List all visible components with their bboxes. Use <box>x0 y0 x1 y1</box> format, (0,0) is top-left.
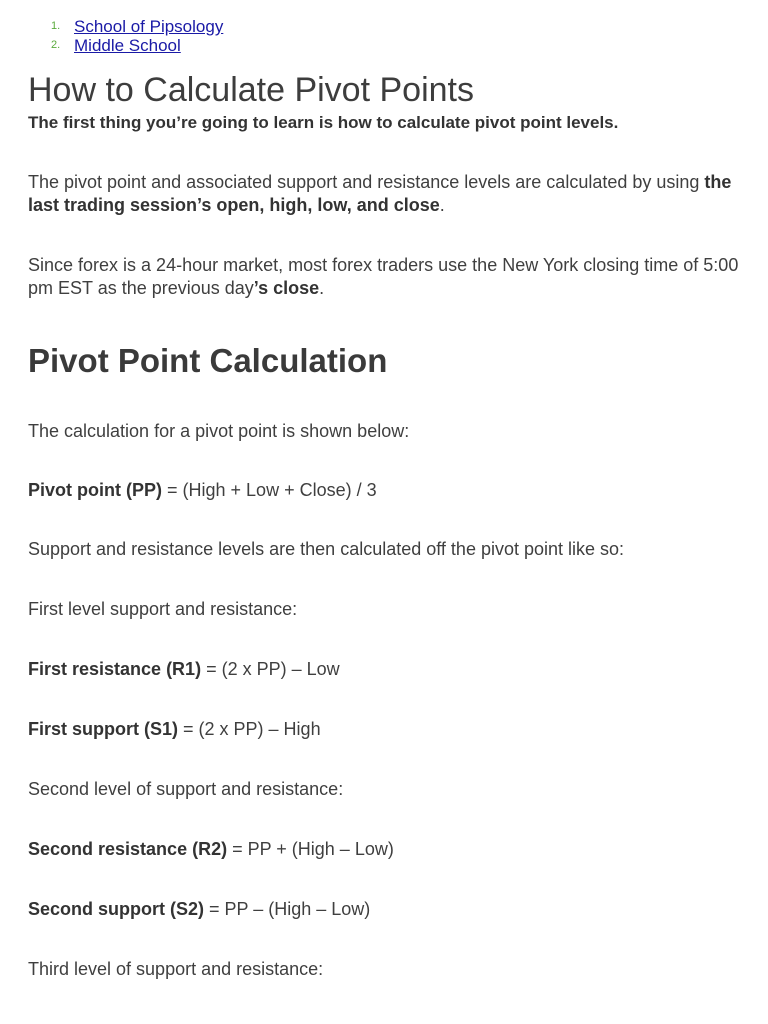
list-number: 2. <box>51 39 61 51</box>
formula-label: First resistance (R1) <box>28 659 202 679</box>
paragraph-text: Since forex is a 24-hour market, most forex traders use the New York closing time of 5:00 pm EST as the previous day <box>28 255 739 298</box>
formula-label: Second support (S2) <box>28 899 205 919</box>
page-title: How to Calculate Pivot Points <box>28 71 474 109</box>
formula-expression: = (High + Low + Close) / 3 <box>162 480 377 500</box>
level3-intro: Third level of support and resistance: <box>28 959 324 979</box>
breadcrumb-link-middle-school[interactable]: Middle School <box>74 36 181 55</box>
breadcrumb-item <box>28 17 223 36</box>
support-intro: Support and resistance levels are then calculated off the pivot point like so: <box>28 539 625 559</box>
formula-label: Second resistance (R2) <box>28 839 228 859</box>
formula-r2 <box>28 837 394 861</box>
paragraph-bold: the last trading session’s open, high, low, and close <box>28 172 732 215</box>
formula-label: Pivot point (PP) <box>28 480 162 500</box>
breadcrumb <box>28 17 223 55</box>
calc-intro: The calculation for a pivot point is shown below: <box>28 421 410 441</box>
level2-intro: Second level of support and resistance: <box>28 779 344 799</box>
paragraph-end: . <box>319 278 325 298</box>
list-number: 1. <box>51 20 61 32</box>
formula-pivot-point <box>28 478 377 502</box>
section-title: Pivot Point Calculation <box>28 342 388 379</box>
lead-text: The first thing you’re going to learn is how to calculate pivot point levels. <box>28 113 619 132</box>
paragraph-pivot-intro <box>28 171 758 217</box>
formula-expression: = PP – (High – Low) <box>204 899 371 919</box>
formula-r1 <box>28 657 340 681</box>
paragraph-bold: ’s close <box>253 278 320 298</box>
formula-s1 <box>28 717 321 741</box>
formula-s2 <box>28 897 370 921</box>
breadcrumb-link-school-of-pipsology[interactable]: School of Pipsology <box>74 17 224 36</box>
formula-expression: = PP + (High – Low) <box>227 839 394 859</box>
paragraph-end: . <box>439 195 445 215</box>
formula-expression: = (2 x PP) – High <box>178 719 321 739</box>
formula-expression: = (2 x PP) – Low <box>201 659 340 679</box>
level1-intro: First level support and resistance: <box>28 599 298 619</box>
breadcrumb-item <box>28 36 223 55</box>
paragraph-forex-close <box>28 254 758 300</box>
paragraph-text: The pivot point and associated support and resistance levels are calculated by using <box>28 172 700 192</box>
formula-label: First support (S1) <box>28 719 179 739</box>
